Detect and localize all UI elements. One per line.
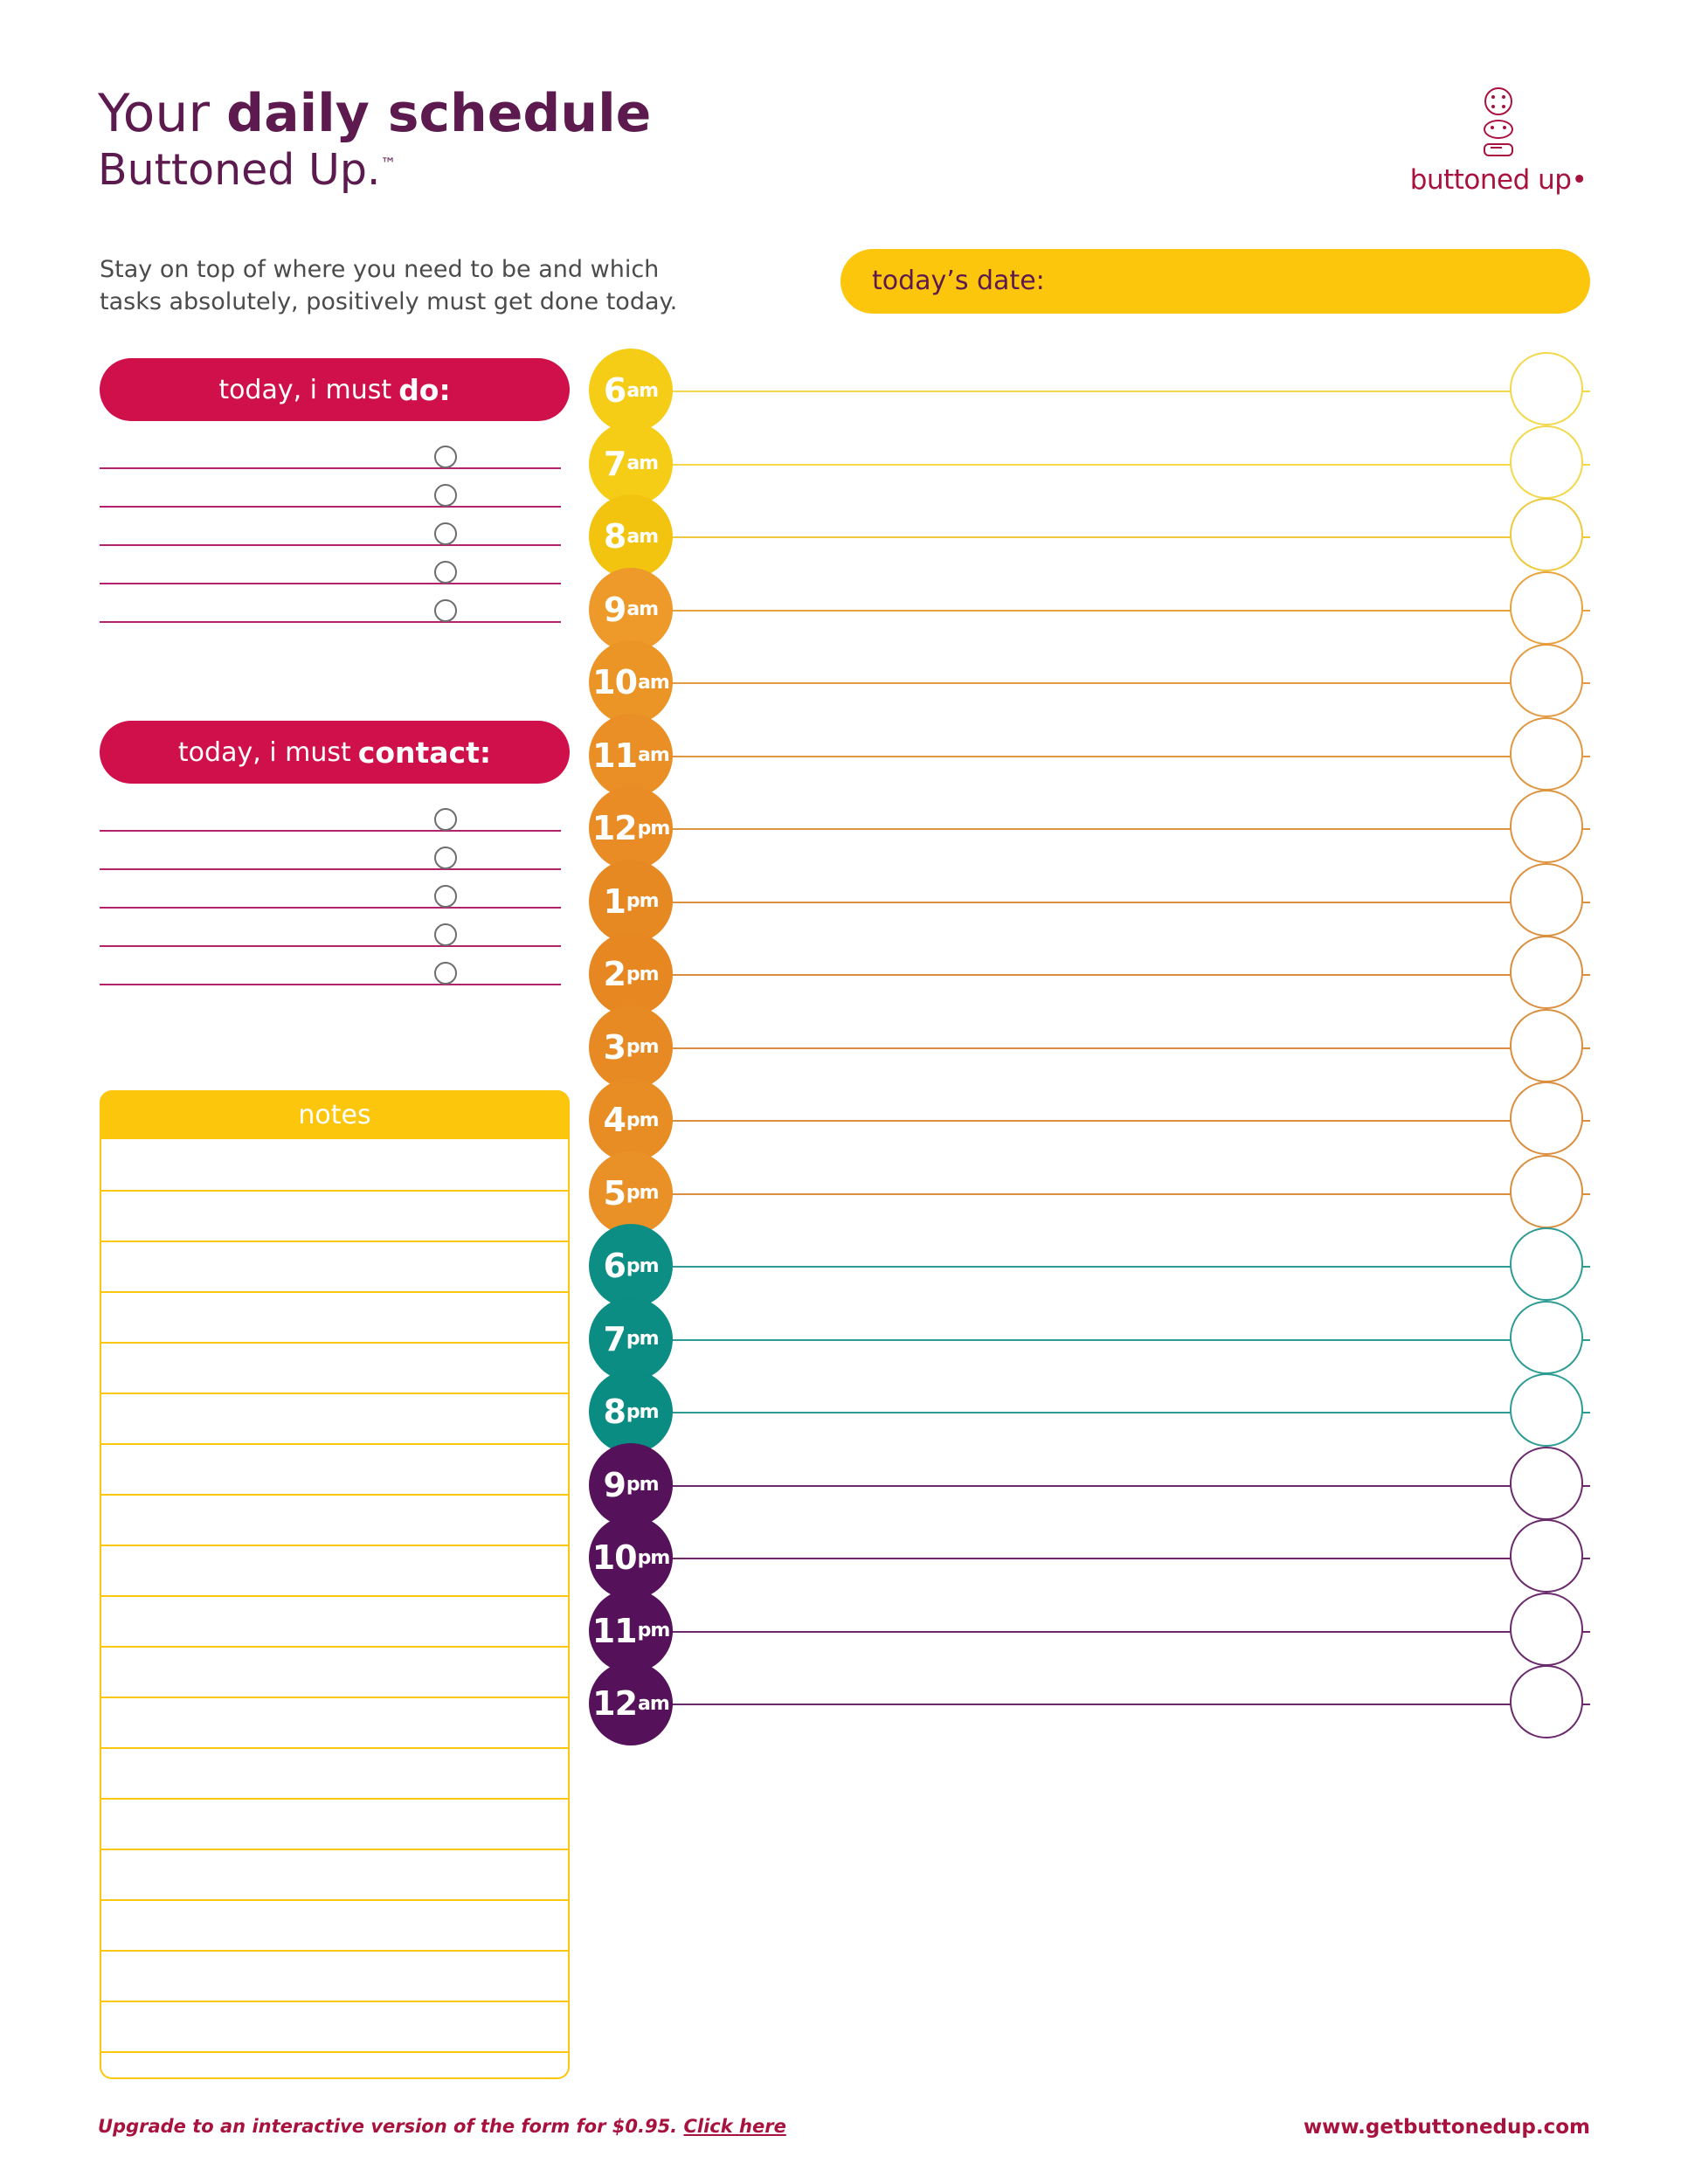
hour-period: am <box>626 379 659 402</box>
notes-line[interactable] <box>101 1494 570 1496</box>
notes-line[interactable] <box>101 1646 570 1648</box>
footer-website: www.getbuttonedup.com <box>1303 2116 1590 2139</box>
schedule-checkbox-circle[interactable] <box>1510 1301 1583 1374</box>
schedule-checkbox-circle[interactable] <box>1510 352 1583 425</box>
hour-period: am <box>638 744 669 766</box>
notes-line[interactable] <box>101 2051 570 2053</box>
hour-period: am <box>626 525 659 548</box>
schedule-write-line[interactable] <box>638 1485 1590 1487</box>
button-icons-group <box>1407 87 1590 156</box>
logo-wordmark: buttoned up• <box>1409 164 1588 196</box>
write-line[interactable] <box>100 544 561 546</box>
hour-period: pm <box>626 1328 659 1350</box>
write-line[interactable] <box>100 467 561 469</box>
hour-number: 6 <box>603 371 626 410</box>
notes-box[interactable] <box>100 1139 570 2079</box>
notes-line[interactable] <box>101 1545 570 1546</box>
hour-number: 8 <box>603 1393 626 1431</box>
schedule-checkbox-circle[interactable] <box>1510 1447 1583 1520</box>
hour-bubble <box>589 1662 673 1745</box>
page-title <box>98 83 652 195</box>
notes-line[interactable] <box>101 1443 570 1445</box>
schedule-write-line[interactable] <box>638 1339 1590 1341</box>
schedule-write-line[interactable] <box>638 1120 1590 1122</box>
schedule-checkbox-circle[interactable] <box>1510 1009 1583 1082</box>
checkbox-circle[interactable] <box>434 561 457 584</box>
hour-number: 12 <box>592 1684 638 1723</box>
hour-period: pm <box>626 1254 659 1277</box>
write-line[interactable] <box>100 907 561 909</box>
schedule-write-line[interactable] <box>638 682 1590 684</box>
notes-line[interactable] <box>101 2001 570 2002</box>
schedule-write-line[interactable] <box>638 1266 1590 1268</box>
checkbox-circle[interactable] <box>434 484 457 507</box>
hour-number: 8 <box>603 517 626 556</box>
schedule-write-line[interactable] <box>638 464 1590 466</box>
hour-period: pm <box>637 1620 670 1641</box>
hour-period: am <box>638 1692 669 1715</box>
hour-period: pm <box>626 1182 659 1204</box>
schedule-checkbox-circle[interactable] <box>1510 1082 1583 1155</box>
button-round-icon <box>1484 87 1512 115</box>
brand-line <box>98 145 651 195</box>
schedule-row[interactable] <box>577 1658 1590 1749</box>
schedule-write-line[interactable] <box>638 390 1590 392</box>
notes-line[interactable] <box>101 1899 570 1901</box>
section-label-bold-do: do: <box>398 372 451 407</box>
schedule-checkbox-circle[interactable] <box>1510 1593 1583 1666</box>
checkbox-circle[interactable] <box>434 522 457 545</box>
notes-line[interactable] <box>101 1849 570 1850</box>
hour-number: 3 <box>603 1027 626 1067</box>
title-plain: Your <box>98 83 227 144</box>
hour-number: 10 <box>591 1538 637 1577</box>
notes-line[interactable] <box>101 1747 570 1749</box>
notes-label: notes <box>298 1099 371 1130</box>
hour-period: pm <box>626 1474 659 1496</box>
notes-line[interactable] <box>101 1241 570 1242</box>
hour-period: pm <box>637 1546 670 1569</box>
schedule-checkbox-circle[interactable] <box>1510 936 1583 1009</box>
todays-date-field[interactable] <box>841 249 1590 314</box>
footer-upgrade-note <box>98 2116 786 2137</box>
section-header-do <box>100 358 570 421</box>
hour-number: 4 <box>603 1101 626 1139</box>
todays-date-label: today’s date: <box>872 266 1045 296</box>
schedule-checkbox-circle[interactable] <box>1510 717 1583 791</box>
section-label-bold-contact: contact: <box>357 735 492 770</box>
write-line[interactable] <box>100 868 561 870</box>
schedule-checkbox-circle[interactable] <box>1510 498 1583 571</box>
notes-header <box>100 1090 570 1139</box>
hour-period: pm <box>626 1400 659 1423</box>
schedule-write-line[interactable] <box>638 756 1590 757</box>
hour-number: 7 <box>603 1319 626 1358</box>
hour-number: 5 <box>603 1173 626 1213</box>
checkbox-circle[interactable] <box>434 923 457 946</box>
schedule-write-line[interactable] <box>638 1193 1590 1195</box>
section-header-contact <box>100 721 570 784</box>
notes-line[interactable] <box>101 1393 570 1394</box>
hour-number: 10 <box>592 663 638 702</box>
hour-period: pm <box>626 890 659 912</box>
hour-period: pm <box>626 963 659 985</box>
notes-line[interactable] <box>101 1190 570 1192</box>
section-label-plain-contact: today, i must <box>177 736 351 768</box>
checkbox-circle[interactable] <box>434 962 457 985</box>
title-line-1 <box>98 83 652 144</box>
button-slot-icon <box>1484 143 1513 156</box>
checkbox-circle[interactable] <box>434 599 457 622</box>
hour-period: am <box>626 598 659 620</box>
buttoned-up-logo <box>1407 87 1590 196</box>
brand-text: Buttoned Up. <box>98 145 381 195</box>
hour-period: pm <box>626 1036 659 1058</box>
checkbox-circle[interactable] <box>434 885 457 908</box>
hour-number: 6 <box>603 1247 626 1285</box>
trademark-symbol: ™ <box>380 155 397 174</box>
hour-number: 2 <box>603 955 626 993</box>
schedule-write-line[interactable] <box>638 536 1590 538</box>
hour-period: am <box>638 671 669 694</box>
hour-number: 1 <box>603 881 626 921</box>
schedule-checkbox-circle[interactable] <box>1510 1227 1583 1301</box>
notes-line[interactable] <box>101 1798 570 1800</box>
schedule-checkbox-circle[interactable] <box>1510 1373 1583 1447</box>
schedule-checkbox-circle[interactable] <box>1510 571 1583 645</box>
title-bold: daily schedule <box>226 83 652 144</box>
hour-period: am <box>626 453 659 474</box>
schedule-write-line[interactable] <box>638 1631 1590 1633</box>
upgrade-link[interactable]: Click here <box>683 2116 786 2137</box>
hour-period: pm <box>637 817 670 840</box>
schedule-checkbox-circle[interactable] <box>1510 863 1583 936</box>
schedule-checkbox-circle[interactable] <box>1510 644 1583 717</box>
notes-line[interactable] <box>101 1342 570 1344</box>
write-line[interactable] <box>100 621 561 623</box>
write-line[interactable] <box>100 984 561 985</box>
hour-number: 11 <box>591 1611 637 1650</box>
button-oval-icon <box>1484 120 1513 139</box>
hour-number: 9 <box>603 1465 626 1504</box>
upgrade-text: Upgrade to an interactive version of the form for $0.95. <box>98 2116 684 2137</box>
write-line[interactable] <box>100 945 561 947</box>
hour-number: 12 <box>591 809 637 847</box>
write-line[interactable] <box>100 830 561 832</box>
schedule-checkbox-circle[interactable] <box>1510 1519 1583 1593</box>
schedule-write-line[interactable] <box>638 828 1590 830</box>
schedule-checkbox-circle[interactable] <box>1510 1155 1583 1228</box>
write-line[interactable] <box>100 583 561 584</box>
schedule-write-line[interactable] <box>638 1704 1590 1705</box>
schedule-checkbox-circle[interactable] <box>1510 1665 1583 1738</box>
notes-line[interactable] <box>101 1595 570 1597</box>
schedule-checkbox-circle[interactable] <box>1510 790 1583 863</box>
section-label-plain-do: today, i must <box>218 374 392 405</box>
checkbox-circle[interactable] <box>434 446 457 468</box>
schedule-write-line[interactable] <box>638 1558 1590 1559</box>
write-line[interactable] <box>100 506 561 508</box>
hour-number: 11 <box>592 736 638 775</box>
notes-line[interactable] <box>101 1950 570 1952</box>
schedule-write-line[interactable] <box>638 1047 1590 1049</box>
hour-number: 9 <box>603 590 626 629</box>
schedule-write-line[interactable] <box>638 610 1590 612</box>
hour-number: 7 <box>603 444 626 483</box>
schedule-write-line[interactable] <box>638 1412 1590 1413</box>
checkbox-circle[interactable] <box>434 808 457 831</box>
schedule-write-line[interactable] <box>638 974 1590 976</box>
notes-line[interactable] <box>101 1697 570 1698</box>
hour-period: pm <box>626 1109 659 1131</box>
schedule-checkbox-circle[interactable] <box>1510 425 1583 499</box>
checkbox-circle[interactable] <box>434 847 457 869</box>
page-subtitle: Stay on top of where you need to be and which tasks absolutely, positively must get done today. <box>100 256 678 316</box>
schedule-write-line[interactable] <box>638 902 1590 903</box>
notes-line[interactable] <box>101 1291 570 1293</box>
